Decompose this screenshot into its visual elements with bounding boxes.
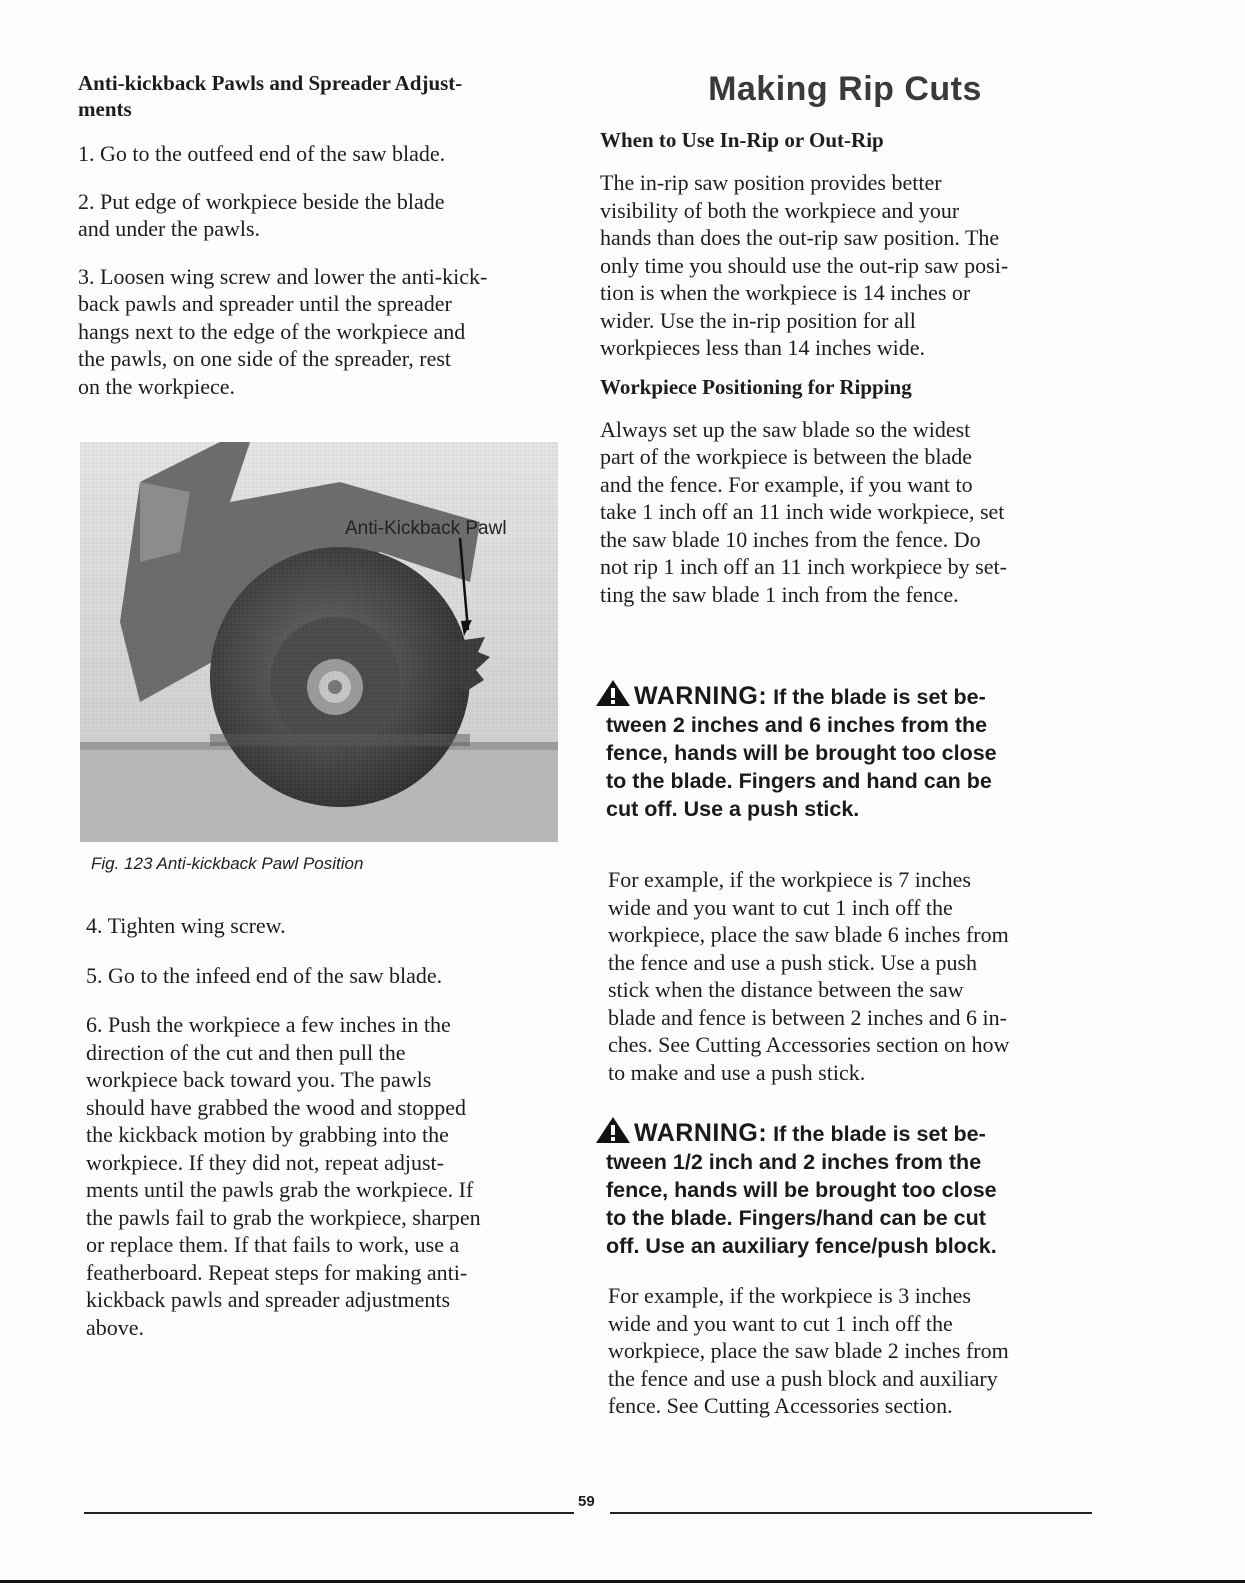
text-line: take 1 inch off an 11 inch wide workpiece, set (600, 499, 1005, 524)
warning-block-1 (594, 678, 1094, 823)
step-2 (78, 188, 563, 243)
paragraph-rip-position (600, 169, 1090, 362)
warning-label: WARNING: (634, 1119, 768, 1147)
page-number: 59 (578, 1493, 595, 1510)
text-line: workpiece, place the saw blade 6 inches from (608, 922, 1009, 947)
text-line: part of the workpiece is between the blade (600, 444, 973, 469)
text-line: ting the saw blade 1 inch from the fence. (600, 581, 959, 607)
paragraph-example-3-inch (608, 1282, 1098, 1420)
text-line: For example, if the workpiece is 7 inches (608, 867, 971, 892)
text-line: tion is when the workpiece is 14 inches or (600, 280, 971, 305)
text-line: to the blade. Fingers and hand can be (606, 769, 992, 793)
warning-text (594, 678, 1094, 823)
step-6 (86, 1011, 566, 1341)
text-line: or replace them. If that fails to work, use a (86, 1232, 460, 1257)
footer-rule-left (84, 1512, 574, 1514)
text-line: should have grabbed the wood and stopped (86, 1094, 467, 1120)
text-line: to make and use a push stick. (608, 1059, 866, 1085)
left-column-lower (86, 912, 566, 1341)
text-line: tween 2 inches and 6 inches from the (606, 713, 988, 737)
subhead-in-rip-out-rip: When to Use In-Rip or Out-Rip (600, 128, 884, 152)
text-line: If the blade is set be- (767, 1122, 986, 1146)
text-line: not rip 1 inch off an 11 inch workpiece by set- (600, 554, 1007, 579)
saw-blade-illustration (80, 442, 558, 842)
text-line: wide and you want to cut 1 inch off the (608, 894, 953, 920)
text-line: direction of the cut and then pull the (86, 1039, 406, 1065)
text-line: workpieces less than 14 inches wide. (600, 335, 926, 360)
page-title: Making Rip Cuts (708, 70, 982, 108)
text-line: fence, hands will be brought too close (606, 1178, 997, 1202)
text-line: If the blade is set be- (767, 685, 986, 709)
text-line: the pawls, on one side of the spreader, rest (78, 346, 452, 371)
text-line: tween 1/2 inch and 2 inches from the (606, 1150, 982, 1174)
text-line: back pawls and spreader until the spreader (78, 291, 452, 316)
text-line: above. (86, 1314, 145, 1340)
paragraph-text (608, 866, 1098, 1086)
text-line: visibility of both the workpiece and your (600, 197, 960, 223)
scan-edge-rule (0, 1580, 1245, 1583)
text-line: workpiece, place the saw blade 2 inches from (608, 1338, 1009, 1363)
step-4: 4. Tighten wing screw. (86, 913, 286, 938)
text-line: wider. Use the in-rip position for all (600, 307, 916, 333)
warning-block-2 (594, 1115, 1094, 1260)
text-line: hands than does the out-rip saw position. The (600, 225, 1000, 250)
text-line: cut off. Use a push stick. (606, 797, 860, 821)
text-line: workpiece. If they did not, repeat adjust- (86, 1149, 444, 1175)
text-line: the kickback motion by grabbing into the (86, 1122, 449, 1147)
text-line: the saw blade 10 inches from the fence. Do (600, 526, 981, 552)
text-line: For example, if the workpiece is 3 inches (608, 1283, 971, 1308)
subhead-workpiece-positioning: Workpiece Positioning for Ripping (600, 374, 912, 399)
paragraph-positioning (600, 416, 1090, 609)
step-3 (78, 263, 563, 401)
step-1: 1. Go to the outfeed end of the saw blade. (78, 141, 446, 166)
heading-line: ments (78, 97, 132, 121)
text-line: 6. Push the workpiece a few inches in the (86, 1012, 451, 1037)
warning-text (594, 1115, 1094, 1260)
text-line: kickback pawls and spreader adjustments (86, 1287, 451, 1312)
warning-triangle-icon (594, 1115, 632, 1145)
text-line: ches. See Cutting Accessories section on how (608, 1032, 1010, 1057)
text-line: and under the pawls. (78, 216, 261, 241)
text-line: 2. Put edge of workpiece beside the blade (78, 188, 445, 214)
text-line: The in-rip saw position provides better (600, 170, 942, 195)
figure-label: Anti-Kickback Pawl (345, 518, 507, 539)
text-line: only time you should use the out-rip saw posi- (600, 252, 1009, 278)
left-column (78, 70, 563, 400)
saw-blade-photo (80, 442, 558, 842)
text-line: hangs next to the edge of the workpiece and (78, 318, 466, 344)
right-column (600, 70, 1090, 608)
text-line: off. Use an auxiliary fence/push block. (606, 1234, 997, 1258)
text-line: featherboard. Repeat steps for making anti- (86, 1259, 468, 1285)
text-line: wide and you want to cut 1 inch off the (608, 1310, 953, 1336)
text-line: fence, hands will be brought too close (606, 741, 997, 765)
text-line: to the blade. Fingers/hand can be cut (606, 1206, 986, 1230)
text-line: ments until the pawls grab the workpiece. If (86, 1177, 474, 1202)
text-line: blade and fence is between 2 inches and 6 in- (608, 1004, 1007, 1030)
warning-label: WARNING: (634, 682, 768, 710)
warning-triangle-icon (594, 678, 632, 708)
text-line: on the workpiece. (78, 373, 235, 399)
text-line: stick when the distance between the saw (608, 977, 964, 1002)
text-line: the fence and use a push block and auxiliary (608, 1365, 998, 1391)
paragraph-example-7-inch (608, 866, 1098, 1086)
text-line: workpiece back toward you. The pawls (86, 1067, 432, 1092)
figure-caption: Fig. 123 Anti-kickback Pawl Position (91, 854, 364, 873)
text-line: 3. Loosen wing screw and lower the anti-kick- (78, 263, 488, 289)
text-line: Always set up the saw blade so the widest (600, 416, 971, 442)
text-line: the pawls fail to grab the workpiece, sharpen (86, 1204, 481, 1230)
heading-line: Anti-kickback Pawls and Spreader Adjust- (78, 71, 463, 95)
text-line: fence. See Cutting Accessories section. (608, 1393, 953, 1418)
footer-rule-right (610, 1512, 1092, 1514)
paragraph-text (608, 1282, 1098, 1420)
step-5: 5. Go to the infeed end of the saw blade. (86, 962, 443, 988)
text-line: the fence and use a push stick. Use a push (608, 949, 978, 975)
text-line: and the fence. For example, if you want to (600, 471, 973, 497)
section-heading (78, 70, 563, 122)
